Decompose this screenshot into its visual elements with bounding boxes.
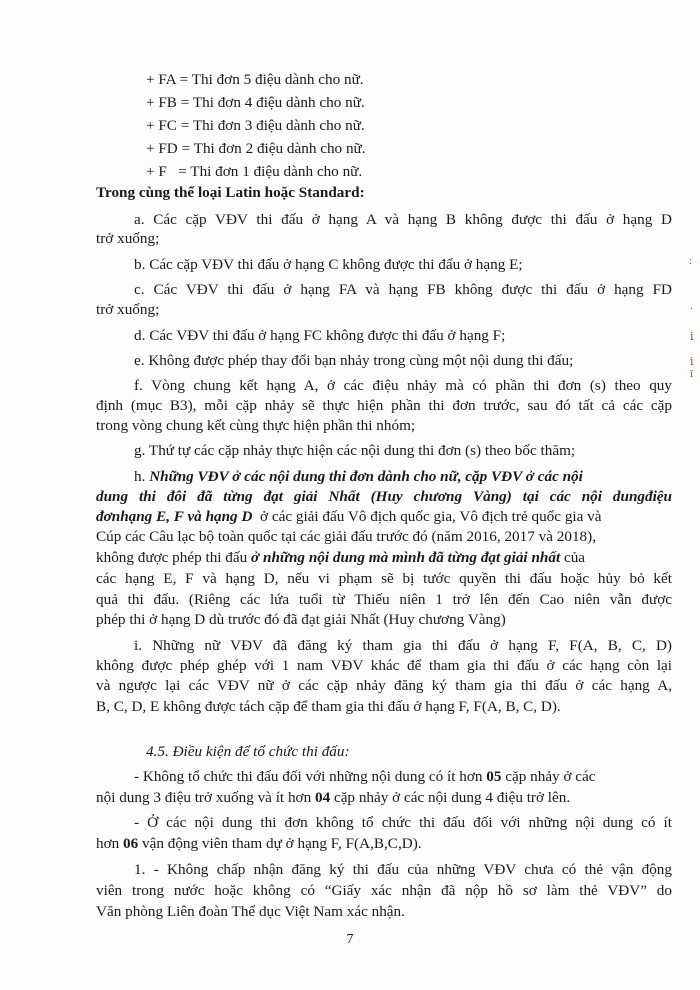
condition-1-num1: 05 [486,768,502,785]
rule-h-line3 [96,507,602,527]
rule-h-line5 [96,548,585,568]
condition-3-line2: viên trong nước hoặc không có “Giấy xác nhận đã nộp hồ sơ làm thẻ VĐV” do [96,882,672,899]
rule-c-line2: trở xuống; [96,301,160,318]
rule-f-line1: f. Vòng chung kết hạng A, ở các điệu nhảy mà có phần thi đơn (s) theo quy [134,377,672,394]
condition-2-text2b: vận động viên tham dự ở hạng F, F(A,B,C,D). [138,835,422,852]
rule-e: e. Không được phép thay đổi bạn nhảy trong cùng một nội dung thi đấu; [134,352,574,369]
rule-h-line7: quả thi đấu. (Riêng các lứa tuổi từ Thiếu niên 1 trở lên đến Cao niên vẫn được [96,591,672,608]
margin-mark: ⅰ [690,356,694,368]
category-fa: + FA = Thi đơn 5 điệu dành cho nữ. [146,71,364,88]
rule-a-line2: trở xuống; [96,230,160,247]
rule-i-line2: không được phép ghép với 1 nam VĐV khác để tham gia thi đấu ở các hạng còn lại [96,657,672,674]
category-f: + F = Thi đơn 1 điệu dành cho nữ. [146,163,363,180]
margin-mark: . [690,300,693,312]
margin-mark: ⅰ [690,331,694,343]
rule-h-bold3: đơnhạng E, F và hạng D [96,508,253,525]
rule-d: d. Các VĐV thi đấu ở hạng FC không được thi đấu ở hạng F; [134,327,506,344]
rule-h-line1 [134,467,583,487]
rule-f-line2: định (mục B3), mỗi cặp nhảy sẽ thực hiện phần thi đơn trước, sau đó tất cả các cặp [96,397,672,414]
condition-2-line2 [96,834,422,854]
rule-f-line3: trong vòng chung kết cùng thực hiện phần thi nhóm; [96,417,416,434]
rule-h-text5a: không được phép thi đấu [96,549,252,566]
rule-h-bold1: Những VĐV ở các nội dung thi đơn dành cho nữ, cặp VĐV ở các nội [149,468,583,485]
rule-g: g. Thứ tự các cặp nhảy thực hiện các nội dung thi đơn (s) theo bốc thăm; [134,442,576,459]
category-fc: + FC = Thi đơn 3 điệu dành cho nữ. [146,117,365,134]
condition-2-num: 06 [123,835,139,852]
category-fb: + FB = Thi đơn 4 điệu dành cho nữ. [146,94,365,111]
rule-c-line1: c. Các VĐV thi đấu ở hạng FA và hạng FB không được thi đấu ở hạng FD [134,281,672,298]
condition-3-line3: Văn phòng Liên đoàn Thể dục Việt Nam xác nhận. [96,903,405,920]
condition-1-line1 [134,767,596,787]
rule-h-prefix: h. [134,468,150,485]
page-number: 7 [346,932,354,947]
rule-h-line2: dung thi đôi đã từng đạt giải Nhất (Huy chương Vàng) tại các nội dungđiệu [96,488,672,505]
condition-1-num2: 04 [314,789,331,806]
rule-b: b. Các cặp VĐV thi đấu ở hạng C không được thi đấu ở hạng E; [134,256,523,273]
condition-1-text2a: nội dung 3 điệu trở xuống và ít hơn [96,789,315,806]
rule-h-text3: ở các giải đấu Vô địch quốc gia, Vô địch trẻ quốc gia và [260,508,602,525]
condition-1-line2 [96,788,570,808]
margin-mark: : [689,255,693,267]
rule-a-line1: a. Các cặp VĐV thi đấu ở hạng A và hạng B không được thi đấu ở hạng D [134,211,672,228]
condition-1-text1a: - Không tổ chức thi đấu đối với những nội dung có ít hơn [134,768,487,785]
rule-i-line4: B, C, D, E không được tách cặp để tham gia thi đấu ở hạng F, F(A, B, C, D). [96,698,561,715]
rule-h-line8: phép thi ở hạng D dù trước đó đã đạt giải Nhất (Huy chương Vàng) [96,611,506,628]
rule-i-line1: i. Những nữ VĐV đã đăng ký tham gia thi đấu ở hạng F, F(A, B, C, D) [134,637,672,654]
condition-1-text2b: cặp nhảy ở các nội dung 4 điệu trở lên. [330,789,571,806]
condition-3-line1: 1. - Không chấp nhận đăng ký thi đấu của những VĐV chưa có thẻ vận động [134,861,672,878]
section-heading: Trong cùng thể loại Latin hoặc Standard: [96,184,365,201]
category-fd: + FD = Thi đơn 2 điệu dành cho nữ. [146,140,366,157]
margin-mark: ī [690,368,694,380]
condition-1-text1b: cặp nhảy ở các [501,768,596,785]
rule-h-bold5: ở những nội dung mà mình đã từng đạt giải nhất [251,549,561,566]
rule-h-text5b: của [560,549,586,566]
condition-2-line1: - Ở các nội dung thi đơn không tổ chức thi đấu đối với những nội dung có ít [134,814,672,831]
condition-2-text2a: hơn [96,835,124,852]
rule-h-line6: các hạng E, F và hạng D, nếu vi phạm sẽ bị tước quyền thi đấu hoặc hủy bỏ kết [96,570,672,587]
rule-h-line4: Cúp các Câu lạc bộ toàn quốc tại các giải đấu trước đó (năm 2016, 2017 và 2018), [96,528,597,545]
subsection-4-5-title: 4.5. Điều kiện để tổ chức thi đấu: [146,743,350,760]
rule-i-line3: và ngược lại các VĐV nữ ở các cặp nhảy đăng ký tham gia thi đấu ở các hạng A, [96,677,672,694]
